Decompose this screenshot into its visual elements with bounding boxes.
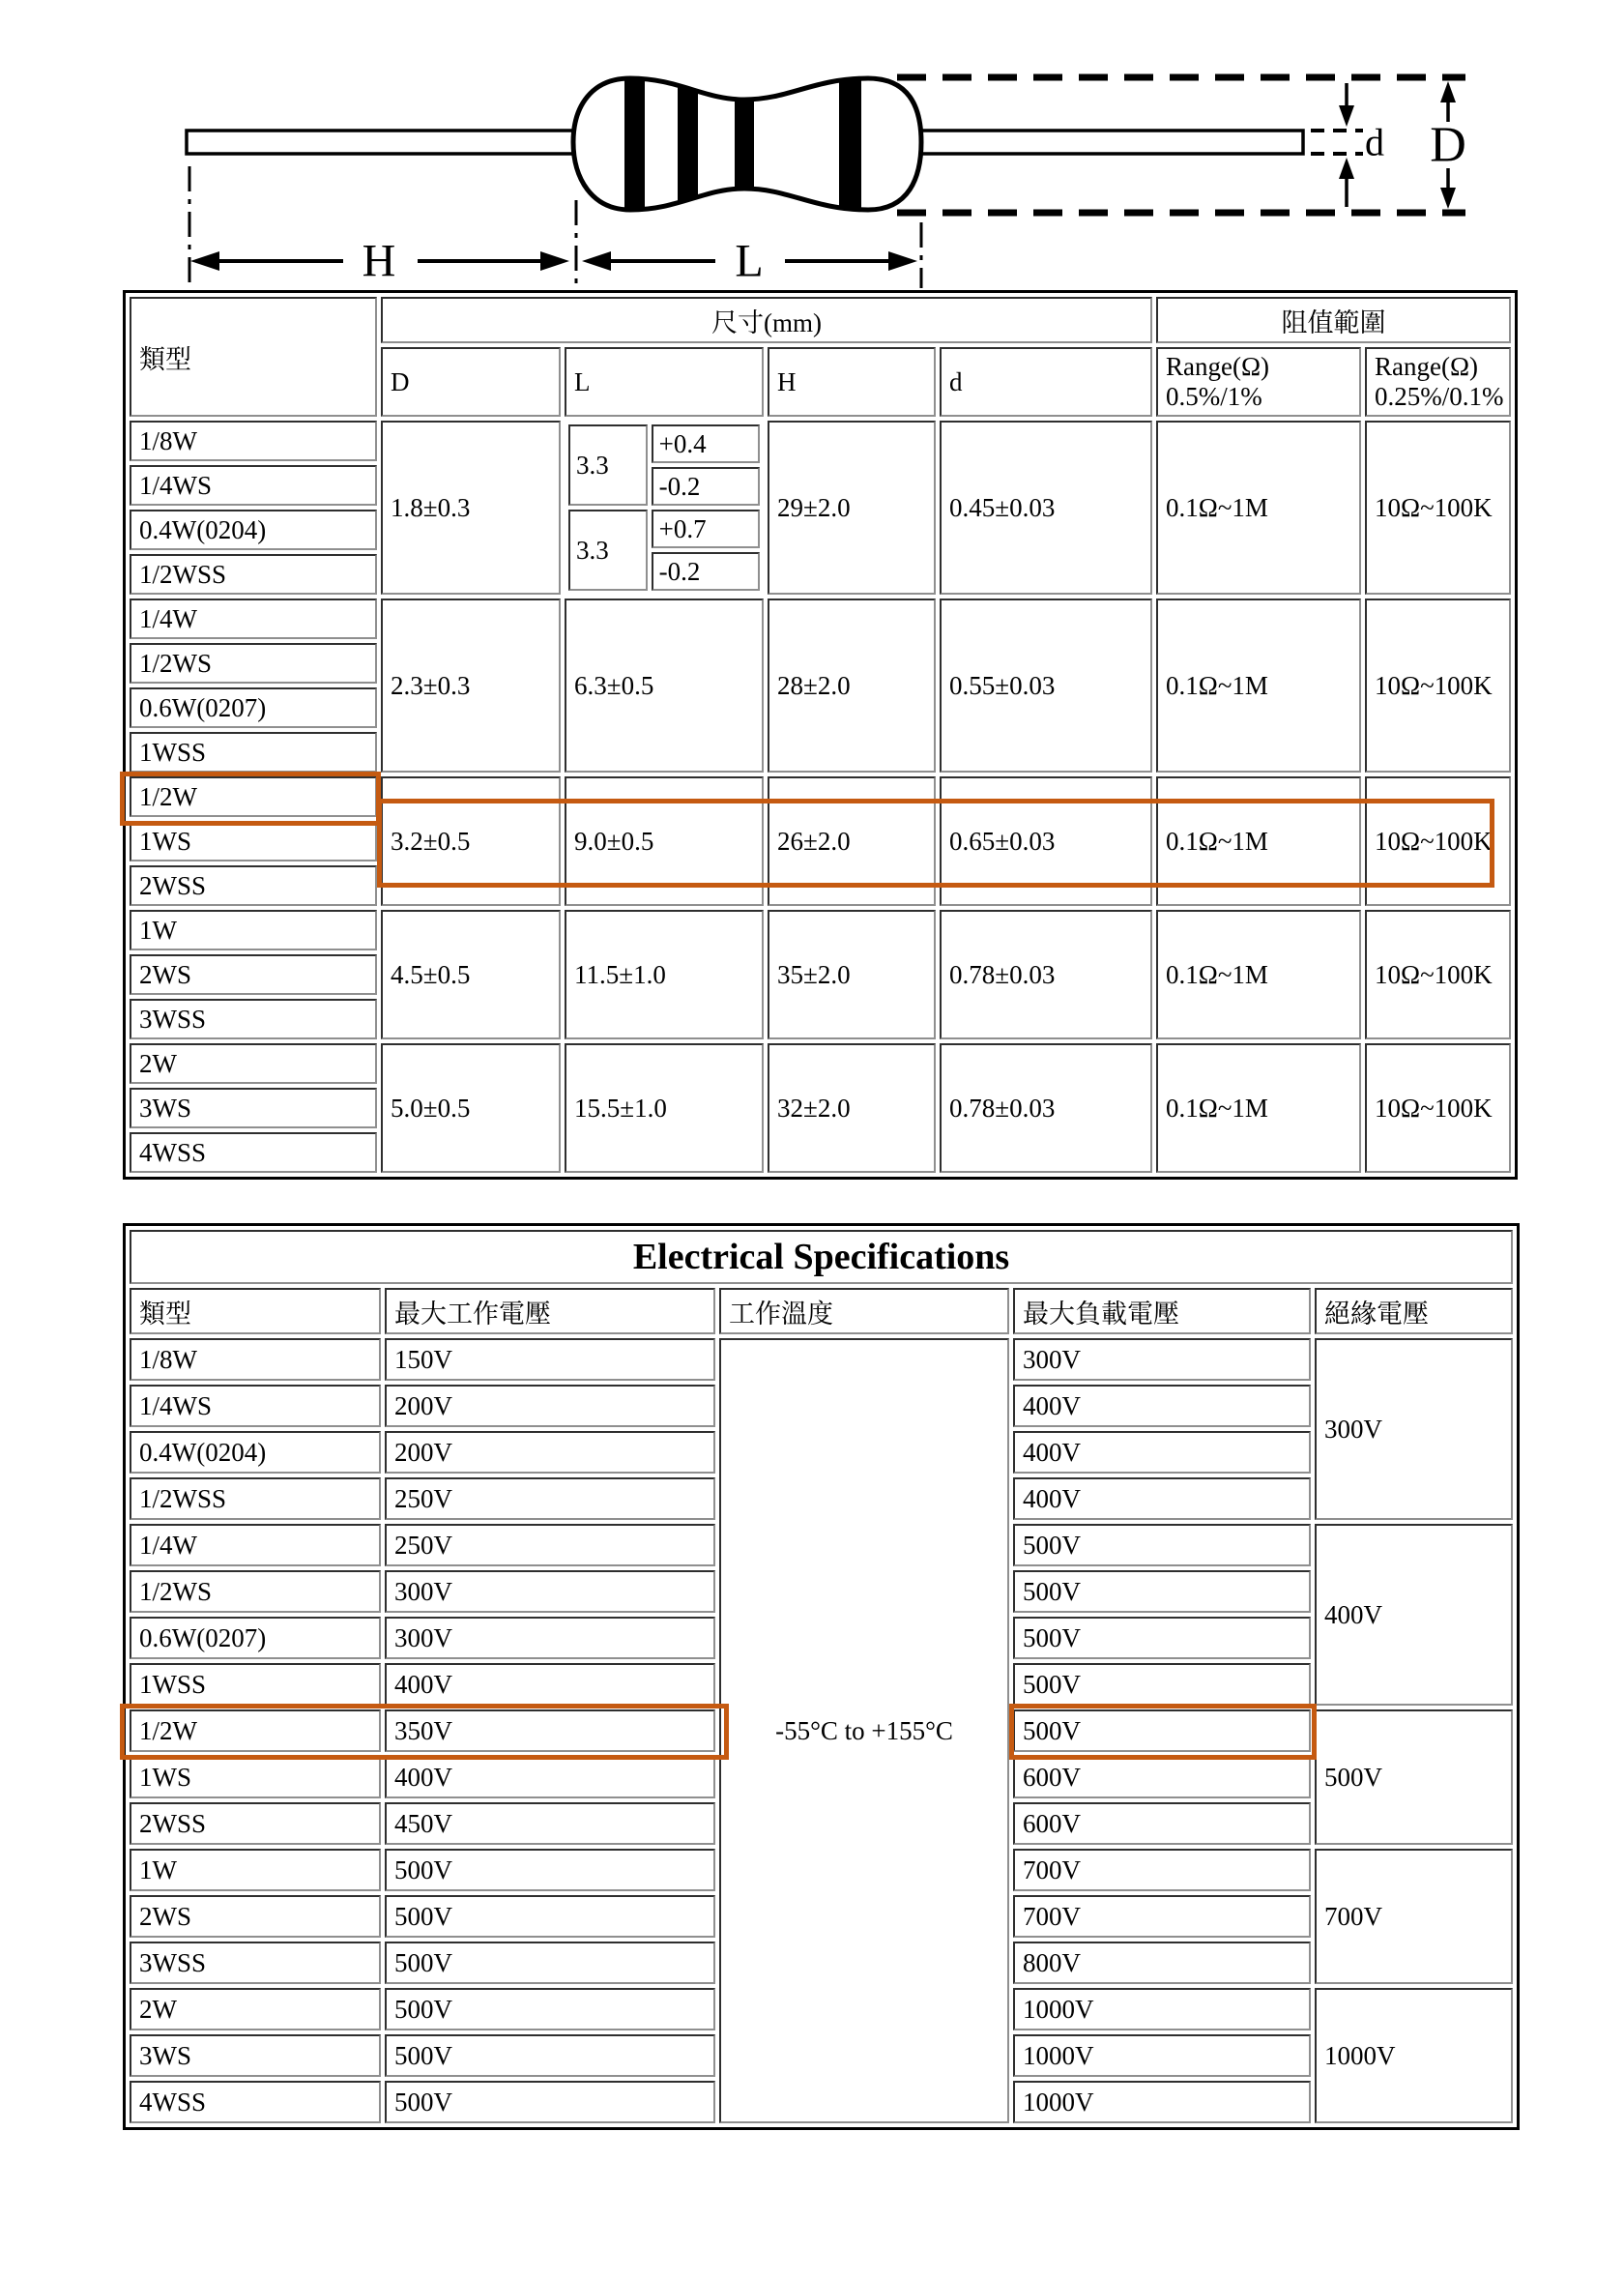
l-tol-minus-cell: -0.2 <box>652 467 760 506</box>
left-lead <box>187 131 575 154</box>
load-voltage-cell: 800V <box>1013 1942 1311 1984</box>
type-cell: 1WS <box>130 1756 381 1798</box>
l-value-cell: 3.3 <box>568 424 648 506</box>
working-voltage-cell: 500V <box>385 2034 715 2077</box>
col-header-range1 <box>1156 347 1361 417</box>
H-arrowhead-right <box>540 251 569 271</box>
type-cell: 4WSS <box>130 1132 377 1173</box>
type-cell: 1WS <box>130 821 377 862</box>
L-arrowhead-left <box>582 251 611 271</box>
type-cell: 1/2WSS <box>130 1477 381 1520</box>
range1-sub: 0.5%/1% <box>1166 382 1262 411</box>
col-header-d: d <box>940 347 1152 417</box>
dia-cell: 0.55±0.03 <box>940 599 1152 773</box>
col-header-D: D <box>381 347 561 417</box>
max-working-voltage-header: 最大工作電壓 <box>385 1288 715 1334</box>
working-voltage-cell: 500V <box>385 1942 715 1984</box>
range1-cell: 0.1Ω~1M <box>1156 776 1361 906</box>
electrical-specs-table <box>123 1223 1520 2130</box>
load-voltage-cell: 300V <box>1013 1338 1311 1381</box>
dimension-table <box>123 290 1518 1180</box>
type-cell: 1/2WSS <box>130 554 377 595</box>
working-voltage-cell: 500V <box>385 1849 715 1891</box>
type-header-cell: 類型 <box>130 1288 381 1334</box>
insulation-cell: 300V <box>1315 1338 1513 1520</box>
working-voltage-cell: 250V <box>385 1524 715 1566</box>
load-voltage-cell: 1000V <box>1013 1988 1311 2030</box>
type-cell: 4WSS <box>130 2081 381 2123</box>
type-cell: 1/2WS <box>130 643 377 684</box>
l-cell: 15.5±1.0 <box>565 1043 764 1173</box>
working-voltage-cell: 500V <box>385 2081 715 2123</box>
load-voltage-cell: 600V <box>1013 1802 1311 1845</box>
working-voltage-cell: 500V <box>385 1895 715 1938</box>
L-arrowhead-right <box>888 251 917 271</box>
type-cell: 3WSS <box>130 999 377 1039</box>
type-cell: 0.6W(0207) <box>130 1617 381 1659</box>
type-cell: 2WSS <box>130 865 377 906</box>
type-cell-half-watt: 1/2W <box>130 776 377 817</box>
col-header-L: L <box>565 347 764 417</box>
range2-cell: 10Ω~100K <box>1365 599 1511 773</box>
range-header-cell: 阻值範圍 <box>1156 297 1511 343</box>
load-voltage-cell: 400V <box>1013 1431 1311 1474</box>
right-lead <box>919 131 1303 154</box>
col-header-H: H <box>768 347 936 417</box>
load-voltage-cell: 1000V <box>1013 2034 1311 2077</box>
range1-cell: 0.1Ω~1M <box>1156 910 1361 1039</box>
dia-cell: 0.45±0.03 <box>940 421 1152 595</box>
type-cell: 1/4W <box>130 599 377 639</box>
working-voltage-cell: 200V <box>385 1385 715 1427</box>
range2-cell: 10Ω~100K <box>1365 421 1511 595</box>
temp-range-cell: -55°C to +155°C <box>719 1338 1009 2123</box>
type-cell: 2WSS <box>130 1802 381 1845</box>
load-voltage-cell: 500V <box>1013 1663 1311 1706</box>
operating-temp-header: 工作溫度 <box>719 1288 1009 1334</box>
load-voltage-cell: 400V <box>1013 1385 1311 1427</box>
range2-cell: 10Ω~100K <box>1365 1043 1511 1173</box>
range2-title: Range(Ω) <box>1375 351 1479 381</box>
load-voltage-cell: 500V <box>1013 1709 1311 1752</box>
color-band-3 <box>735 71 754 219</box>
h-cell: 35±2.0 <box>768 910 936 1039</box>
type-cell: 1/4WS <box>130 1385 381 1427</box>
d-arrowhead-up <box>1339 158 1354 179</box>
type-cell: 2WS <box>130 1895 381 1938</box>
d-cell: 1.8±0.3 <box>381 421 561 595</box>
dim-d-label: d <box>1365 120 1384 164</box>
color-band-4 <box>839 71 861 219</box>
load-voltage-cell: 700V <box>1013 1849 1311 1891</box>
type-cell: 1W <box>130 910 377 950</box>
insulation-cell: 1000V <box>1315 1988 1513 2123</box>
load-voltage-cell: 400V <box>1013 1477 1311 1520</box>
H-arrowhead-left <box>190 251 219 271</box>
l-tol-plus-cell: +0.7 <box>652 510 760 548</box>
load-voltage-cell: 600V <box>1013 1756 1311 1798</box>
size-header-cell: 尺寸(mm) <box>381 297 1152 343</box>
color-band-1 <box>624 71 645 219</box>
type-cell: 0.6W(0207) <box>130 687 377 728</box>
dia-cell: 0.78±0.03 <box>940 1043 1152 1173</box>
h-cell: 32±2.0 <box>768 1043 936 1173</box>
type-cell: 1/4WS <box>130 465 377 506</box>
l-value-cell: 3.3 <box>568 510 648 591</box>
dia-cell: 0.65±0.03 <box>940 776 1152 906</box>
electrical-specs-title: Electrical Specifications <box>130 1230 1513 1284</box>
dim-L-label: L <box>735 235 764 287</box>
l-cell: 6.3±0.5 <box>565 599 764 773</box>
max-load-voltage-header: 最大負載電壓 <box>1013 1288 1311 1334</box>
type-cell: 3WS <box>130 2034 381 2077</box>
resistor-dimension-diagram <box>0 0 1624 300</box>
type-cell: 2W <box>130 1043 377 1084</box>
dim-D-label: D <box>1430 117 1466 173</box>
load-voltage-cell: 500V <box>1013 1570 1311 1613</box>
type-cell: 1/8W <box>130 421 377 461</box>
type-cell: 1W <box>130 1849 381 1891</box>
type-header-cell: 類型 <box>130 297 377 417</box>
l-cell-split <box>565 421 764 595</box>
range1-cell: 0.1Ω~1M <box>1156 1043 1361 1173</box>
type-cell: 3WS <box>130 1088 377 1128</box>
h-cell: 26±2.0 <box>768 776 936 906</box>
type-cell: 3WSS <box>130 1942 381 1984</box>
type-cell: 1/2WS <box>130 1570 381 1613</box>
load-voltage-cell: 700V <box>1013 1895 1311 1938</box>
range1-cell: 0.1Ω~1M <box>1156 599 1361 773</box>
type-cell: 0.4W(0204) <box>130 510 377 550</box>
working-voltage-cell: 300V <box>385 1617 715 1659</box>
working-voltage-cell: 250V <box>385 1477 715 1520</box>
working-voltage-cell: 300V <box>385 1570 715 1613</box>
load-voltage-cell: 500V <box>1013 1524 1311 1566</box>
dia-cell: 0.78±0.03 <box>940 910 1152 1039</box>
load-voltage-cell: 500V <box>1013 1617 1311 1659</box>
type-cell: 0.4W(0204) <box>130 1431 381 1474</box>
type-cell: 1WSS <box>130 1663 381 1706</box>
type-cell-half-watt: 1/2W <box>130 1709 381 1752</box>
range2-cell: 10Ω~100K <box>1365 776 1511 906</box>
d-cell: 4.5±0.5 <box>381 910 561 1039</box>
working-voltage-cell: 400V <box>385 1756 715 1798</box>
d-cell: 2.3±0.3 <box>381 599 561 773</box>
working-voltage-cell: 200V <box>385 1431 715 1474</box>
l-tol-plus-cell: +0.4 <box>652 424 760 463</box>
working-voltage-cell: 450V <box>385 1802 715 1845</box>
range1-title: Range(Ω) <box>1166 351 1270 381</box>
type-cell: 1WSS <box>130 732 377 773</box>
type-cell: 2W <box>130 1988 381 2030</box>
l-cell: 9.0±0.5 <box>565 776 764 906</box>
range1-cell: 0.1Ω~1M <box>1156 421 1361 595</box>
insulation-cell: 400V <box>1315 1524 1513 1706</box>
h-cell: 28±2.0 <box>768 599 936 773</box>
col-header-range2 <box>1365 347 1511 417</box>
D-arrowhead-up <box>1440 81 1456 102</box>
insulation-voltage-header: 絕緣電壓 <box>1315 1288 1513 1334</box>
type-cell: 1/8W <box>130 1338 381 1381</box>
insulation-cell: 700V <box>1315 1849 1513 1984</box>
insulation-cell: 500V <box>1315 1709 1513 1845</box>
d-arrowhead-down <box>1339 105 1354 127</box>
working-voltage-cell: 400V <box>385 1663 715 1706</box>
type-cell: 1/4W <box>130 1524 381 1566</box>
type-cell: 2WS <box>130 954 377 995</box>
color-band-2 <box>678 71 698 219</box>
range2-sub: 0.25%/0.1% <box>1375 382 1504 411</box>
working-voltage-cell: 350V <box>385 1709 715 1752</box>
l-cell: 11.5±1.0 <box>565 910 764 1039</box>
working-voltage-cell: 150V <box>385 1338 715 1381</box>
d-cell: 5.0±0.5 <box>381 1043 561 1173</box>
d-cell: 3.2±0.5 <box>381 776 561 906</box>
h-cell: 29±2.0 <box>768 421 936 595</box>
dim-H-label: H <box>362 235 396 287</box>
l-tolerance-table <box>565 421 764 595</box>
load-voltage-cell: 1000V <box>1013 2081 1311 2123</box>
range2-cell: 10Ω~100K <box>1365 910 1511 1039</box>
l-tol-minus-cell: -0.2 <box>652 552 760 591</box>
working-voltage-cell: 500V <box>385 1988 715 2030</box>
D-arrowhead-down <box>1440 188 1456 209</box>
